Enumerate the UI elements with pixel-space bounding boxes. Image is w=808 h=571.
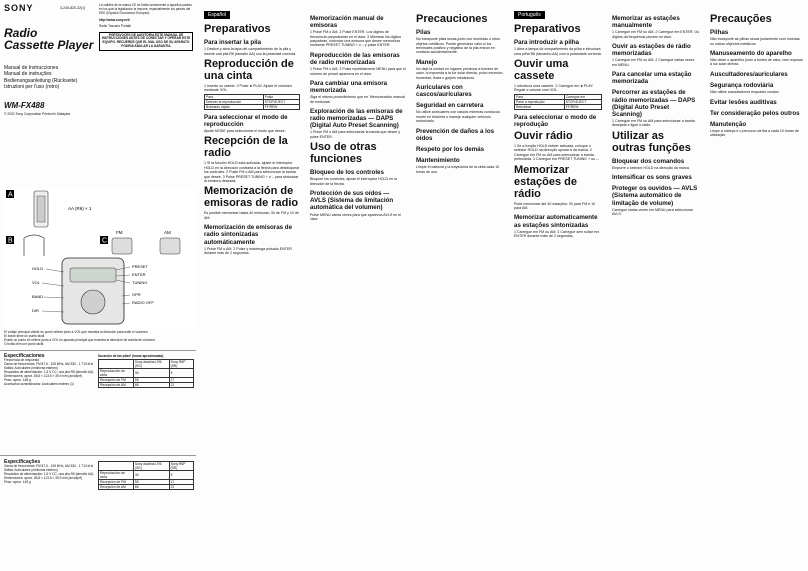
section-heading: Bloqueo de los controles bbox=[310, 169, 384, 177]
spanish-column-1 bbox=[200, 0, 304, 571]
spec-item: Requisitos de alimentación: 1,5 V CC, una pila R6 (tamaño AA) bbox=[4, 472, 94, 476]
section-title: Ouvir uma cassete bbox=[514, 57, 569, 82]
section-heading: Protección de sus oídos — AVLS (Sistema de limitación automática del volumen) bbox=[310, 190, 394, 212]
fig-opr-label: OPR bbox=[132, 292, 141, 297]
fm-display-icon bbox=[112, 238, 132, 254]
section-text: 1 Carregue em FM ou AM. 2 Carregue várias vezes em MENU. bbox=[612, 58, 695, 67]
section-title: Memorizar estações de rádio bbox=[514, 163, 577, 200]
spec-item: Gama de frecuencias: FM 87,5 - 108 MHz, AM 530 - 1 710 kHz bbox=[4, 464, 94, 468]
section-text: Ajuste MODE para seleccionar el modo que desee. bbox=[204, 129, 286, 133]
section-title: Precauções bbox=[710, 13, 772, 25]
battery-title: Duración de las pilas* (horas aproximadas) bbox=[98, 354, 164, 358]
section-heading: Manuseamento do aparelho bbox=[710, 49, 792, 57]
battery-table: Sony alcalina LR6 (SG) Sony R6P (SR) Reproducción de cinta 30 5 Recepción de FM 55 17 Recepción de AM 66 21 bbox=[98, 359, 194, 388]
section-heading: Evitar lesões auditivas bbox=[710, 98, 777, 106]
section-text: No transporte pilas secas junto con monedas u otros objetos metálicos. Puede generarse calor si los terminales positivo y negativo de la pila entran en contacto accidentalmente. bbox=[416, 37, 500, 55]
spec-item: Frecuencia de respuesta bbox=[4, 358, 40, 362]
section-text: 1 Introduza uma cassete. 2 Carregue em ►PLAY. Regule o volume com VOL. bbox=[514, 83, 594, 93]
section-title: Memorización de emisoras de radio bbox=[204, 185, 299, 210]
device-display-icon bbox=[70, 268, 116, 282]
portuguese-column-2 bbox=[608, 0, 704, 571]
spec-item: Salida: Auriculares (minitoma estéreo) bbox=[4, 366, 58, 370]
figure-note: O botão tem um ponto táctil. bbox=[4, 342, 45, 346]
fig-hold-label: HOLD bbox=[32, 266, 44, 271]
section-title: Uso de otras funciones bbox=[310, 141, 377, 166]
section-title: Preparativos bbox=[204, 23, 271, 35]
section-text: Bloquee los controles, ajuste el interruptor HOLD en la dirección de la flecha. bbox=[310, 177, 397, 186]
section-text: No deje la unidad en lugares próximos a fuentes de calor, ni expuesta a la luz solar directa, polvo excesivo, humedad, lluvia o golpes mecánicos. bbox=[416, 66, 504, 80]
fig-battery-label: AA (R6) × 1 bbox=[68, 206, 92, 211]
device-figure bbox=[4, 188, 194, 328]
specs-title-es: Especificaciones bbox=[4, 353, 45, 359]
spec-item: Salida: Auriculares (minitoma estéreo) bbox=[4, 468, 58, 472]
section-heading: Para introduzir a pilha bbox=[514, 39, 579, 46]
section-text: Não utilize auscultadores enquanto conduz. bbox=[710, 90, 780, 95]
section-text: Limpie el cabezal y la trayectoria de la cinta cada 10 horas de uso. bbox=[416, 165, 500, 174]
section-heading: Respeto por los demás bbox=[416, 145, 485, 153]
specs-pt bbox=[4, 460, 96, 484]
notice-block bbox=[99, 4, 193, 51]
fig-tuning-label: TUNING bbox=[132, 280, 148, 285]
language-list bbox=[4, 65, 192, 91]
section-heading: Intensificar os sons graves bbox=[612, 174, 692, 182]
section-heading: Pilas bbox=[416, 29, 431, 36]
fig-band-label: BAND bbox=[32, 294, 44, 299]
spec-item: Dimensiones: aprox. 85,8 × 113,5 × 35,9 mm (an/al/prf) bbox=[4, 374, 83, 378]
section-text: Pode memorizar até 40 estações: 30 para FM e 10 para AM. bbox=[514, 201, 596, 211]
section-text: 1 Pulse FM o AM. 2 Pulse ENTER. Los dígitos de frecuencia parpadearán en el visor. 3 Mientras los dígitos parpadean, sintonice una emisora que desee memorizar mediante PRESET TUNING + o – y pulse ENTER. bbox=[310, 30, 402, 48]
battery-life-es bbox=[98, 354, 194, 390]
section-text: 1 Pulse FM o AM. 2 Pulse repetidamente MENU para que el número de preset aparezca en el visor. bbox=[310, 67, 406, 76]
spec-item: Peso: aprox. 148 g bbox=[4, 480, 31, 484]
model-name: WM-FX488 bbox=[4, 100, 45, 110]
cover-column bbox=[0, 0, 196, 571]
section-heading: Manutenção bbox=[710, 120, 747, 128]
section-heading: Auscultadores/auriculares bbox=[710, 70, 788, 78]
fig-radio-off-label: RADIO OFF bbox=[132, 300, 154, 305]
spec-item: Peso: aprox. 148 g bbox=[4, 378, 31, 382]
fig-label-a: A bbox=[8, 191, 13, 199]
tape-table: Para Carregue em Parar a reprodução STOP•EJECT Rebobinar FF/REW bbox=[514, 94, 602, 110]
language-item: Bedienungsanleitung (Rückseite) bbox=[4, 77, 78, 84]
section-heading: Para seleccionar el modo de reproducción bbox=[204, 113, 288, 128]
section-heading: Exploración de las emisoras de radio memorizadas — DAPS (Digital Auto Preset Scanning) bbox=[310, 108, 403, 130]
section-text: 1 Se a função HOLD estiver activada, coloque o selector HOLD na direcção oposta à da marca. 2 Carregue em FM ou AM para seleccionar a banda pretendida. 3 Carregue em PRESET TUNING + ou –. bbox=[514, 144, 600, 162]
language-item: Manual de instruções bbox=[4, 71, 52, 78]
language-tab: Español bbox=[204, 11, 230, 19]
figure-note: El voltaje principal visible en punto relieve junto a VOL que muestra la dirección para subir el volumen. bbox=[4, 330, 149, 334]
section-title: Preparativos bbox=[514, 23, 581, 35]
battery-table: Sony alcalina LR6 (SG) Sony R6P (SR) Reproducción de cinta 30 5 Recepción de FM 55 17 Recepción de AM 66 21 bbox=[98, 461, 194, 490]
title-line-2: Cassette Player bbox=[4, 38, 94, 52]
spec-item: Dimensiones: aprox. 85,8 × 113,5 × 35,9 mm (an/al/prf) bbox=[4, 476, 83, 480]
section-text: Es posible memorizar hasta 40 emisoras: 30 de FM y 10 de AM. bbox=[204, 211, 299, 220]
device-speaker-icon bbox=[81, 290, 105, 314]
fig-preset-label: PRESET bbox=[132, 264, 149, 269]
section-text: 1 Carregue em FM ou AM para seleccionar a banda desejada e ligue o rádio. bbox=[612, 118, 695, 128]
section-heading: Seguridad en carretera bbox=[416, 102, 484, 110]
fig-label-b: B bbox=[8, 237, 13, 245]
section-text: Não deixe o aparelho junto a fontes de calor, nem exposto à luz solar directa. bbox=[710, 58, 803, 67]
brand-logo: SONY bbox=[4, 3, 34, 13]
specs-es bbox=[4, 354, 96, 386]
fig-dir-label: DIR bbox=[32, 308, 39, 313]
tape-table: Para Pulse Detener la reproducción STOP•EJECT Bobinado rápido FF/REW bbox=[204, 94, 300, 110]
fig-enter-label: ENTER bbox=[132, 272, 146, 277]
section-heading: Memorización de emisoras de radio sintonizadas automáticamente bbox=[204, 224, 293, 246]
language-item: Istruzioni per l'uso (retro) bbox=[4, 84, 60, 91]
battery-life-pt bbox=[98, 460, 194, 492]
section-heading: Pilhas bbox=[710, 29, 729, 36]
fig-vol-label: VOL bbox=[32, 280, 41, 285]
section-heading: Prevención de daños a los oídos bbox=[416, 127, 495, 142]
section-text: 1 Abra a tampa do compartimento da pilha e introduza uma pilha R6 (tamanho AA) com a polaridade correcta. bbox=[514, 47, 602, 56]
section-heading: Para cancelar uma estação memorizada bbox=[612, 71, 692, 86]
spanish-column-3 bbox=[412, 0, 508, 571]
section-heading: Percorrer as estações de rádio memorizadas — DAPS (Digital Auto Preset Scanning) bbox=[612, 89, 696, 118]
section-heading: Ter consideração pelos outros bbox=[710, 109, 800, 117]
section-text: No utilice auriculares con cascos mientras conduzca, monte en bicicleta o maneje cualquier vehículo motorizado. bbox=[416, 110, 501, 124]
battery-icon bbox=[37, 196, 45, 222]
fig-label-c: C bbox=[102, 237, 108, 245]
section-title: Ouvir rádio bbox=[514, 130, 573, 142]
section-text: 1 Pulse FM o AM para seleccionar la banda que desee y pulse ENTER. bbox=[310, 130, 401, 139]
divider bbox=[0, 455, 196, 456]
spec-item: Gama de frecuencias: FM 87,5 - 108 MHz, AM 530 - 1 710 kHz bbox=[4, 362, 94, 366]
spec-item: Accesorios suministrados: Auriculares estéreo (1) bbox=[4, 382, 74, 386]
section-heading: Memorización manual de emisoras bbox=[310, 15, 384, 30]
section-heading: Auriculares con cascos/auriculares bbox=[416, 84, 472, 99]
section-heading: Bloquear dos comandos bbox=[612, 157, 685, 165]
section-heading: Segurança rodoviária bbox=[710, 82, 774, 89]
section-text: Carregue várias vezes em MENU para seleccionar AVLS. bbox=[612, 207, 693, 217]
section-text: Empurre o selector HOLD na direcção da marca. bbox=[612, 165, 690, 170]
portuguese-column-1 bbox=[510, 0, 606, 571]
doc-code: 3-245-820-32(1) bbox=[60, 6, 86, 10]
section-title: Precauciones bbox=[416, 13, 488, 25]
section-text: 1 Si la función HOLD está activada, ajuste el interruptor HOLD en la dirección contraria a la flecha para desbloquear los controles. 2 Pulse FM o AM para seleccionar la banda que desee. 3 Pulse PRESET TUNING + o – para sintonizar la emisora deseada. bbox=[204, 161, 300, 184]
fig-fm-label: FM bbox=[116, 230, 123, 235]
language-item: Manual de Instrucciones bbox=[4, 65, 59, 71]
copyright: © 2002 Sony Corporation Printed in Malaysia bbox=[4, 111, 71, 116]
section-text: 1 Carregue em FM ou AM. 2 Carregue sem soltar em ENTER durante mais de 2 segundos. bbox=[514, 229, 599, 239]
section-heading: Proteger os ouvidos — AVLS (Sistema automático de limitação de volume) bbox=[612, 185, 698, 207]
section-title: Recepción de la radio bbox=[204, 135, 288, 160]
section-text: 1 Carregue em FM ou AM. 2 Carregue em ENTER. Os dígitos da frequência piscam no visor. bbox=[612, 30, 700, 39]
language-tab: Português bbox=[514, 11, 545, 19]
specs-title-pt: Especificações bbox=[4, 459, 41, 465]
section-text: Pulse MENU varias veces para que aparezca AVLS en el visor. bbox=[310, 212, 402, 221]
am-display-icon bbox=[160, 238, 180, 254]
website: http://www.sony.net/ bbox=[99, 17, 130, 22]
portuguese-column-3 bbox=[706, 0, 808, 571]
section-heading: Mantenimiento bbox=[416, 157, 460, 165]
section-text: Limpe a cabeça e o percurso da fita a cada 10 horas de utilização. bbox=[710, 128, 799, 138]
figure-note: Existe un punto en relieve junto a VOL en aparato principal que muestra la dirección de subida de volumen. bbox=[4, 338, 156, 342]
boxed-notice: PORTAVOCES DE AUDITORIA ESTE MANUAL DE INSTRUCCIONES ANTES DE CONECTAR Y OPERAR ESTE EQUIPO. RECUERDE QUE EL MAL USO DE SU APARATO PODRÍA ANULAR LA GARANTÍA bbox=[99, 32, 193, 52]
section-text: 1 Deslice y abra la tapa del compartimiento de la pila y inserte una pila R6 (tamaño AA) con la polaridad correcta. bbox=[204, 47, 297, 56]
section-heading: Para seleccionar o modo de reprodução bbox=[514, 113, 597, 128]
section-text: 1 Pulse FM o AM. 2 Pulse y mantenga pulsado ENTER durante más de 2 segundos. bbox=[204, 246, 292, 256]
section-heading: Memorizar automaticamente as estações sintonizadas bbox=[514, 214, 598, 229]
figure-note: El botón tiene un punto táctil. bbox=[4, 334, 46, 338]
figure-notes bbox=[4, 330, 194, 346]
spanish-column-2 bbox=[306, 0, 410, 571]
notice-text: La validez de la marca CE se limita únicamente a aquellos países en los que la legislación la impone, especialmente los países del EEE (Espacio Económico Europeo). bbox=[99, 3, 192, 15]
section-title: Utilizar as outras funções bbox=[612, 129, 691, 154]
section-heading: Memorizar as estações manualmente bbox=[612, 15, 680, 30]
section-heading: Ouvir as estações de rádio memorizadas bbox=[612, 43, 691, 58]
spec-item: Requisitos de alimentación: 1,5 V CC, una pila R6 (tamaño AA) bbox=[4, 370, 94, 374]
section-text: Não transporte as pilhas secas juntamente com moedas ou outros objectos metálicos. bbox=[710, 37, 800, 46]
section-text: 1 Inserte un casete. 2 Pulse ►PLAY. Ajuste el volumen mediante VOL. bbox=[204, 83, 292, 93]
section-heading: Manejo bbox=[416, 58, 438, 66]
section-title: Reproducción de una cinta bbox=[204, 57, 294, 82]
section-heading: Reproducción de las emisoras de radio memorizadas bbox=[310, 51, 400, 66]
section-heading: Para cambiar una emisora memorizada bbox=[310, 79, 388, 95]
section-text: Siga el mismo procedimiento que en 'Memorización manual de emisoras'. bbox=[310, 95, 405, 104]
divider bbox=[0, 350, 196, 351]
fig-am-label: AM bbox=[164, 230, 171, 235]
section-heading: Para insertar la pila bbox=[204, 39, 262, 46]
radio-label: Radio Toscano Portatil bbox=[99, 23, 131, 28]
title-line-1: Radio bbox=[4, 26, 38, 40]
